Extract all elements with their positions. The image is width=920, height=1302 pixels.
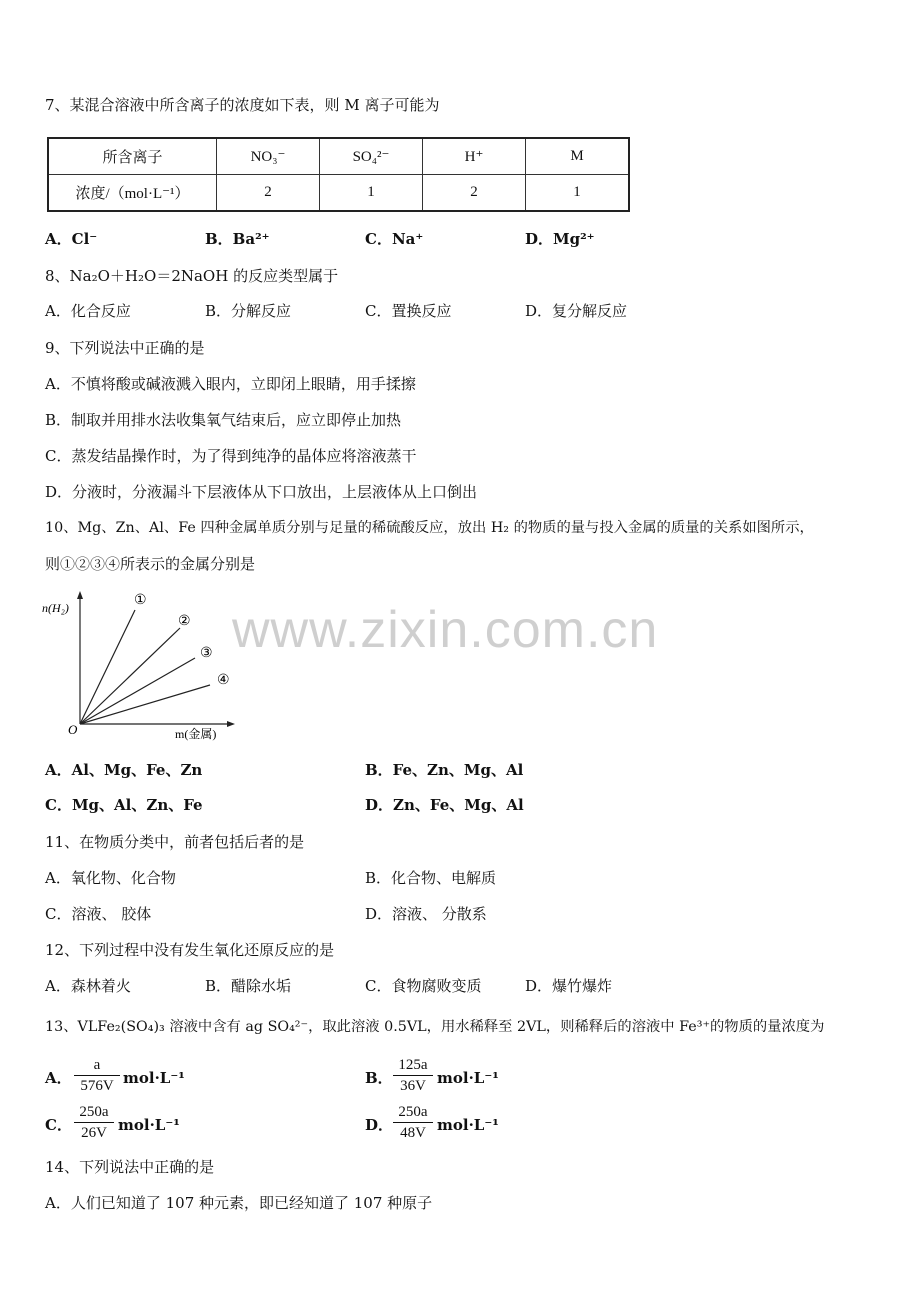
line-label-1: ① <box>134 592 147 608</box>
table-cell: NO₃⁻ <box>217 138 320 175</box>
q7-stem: 7、某混合溶液中所含离子的浓度如下表，则 M 离子可能为 <box>45 96 440 114</box>
numerator: a <box>74 1055 120 1076</box>
q7-option-d[interactable]: D．Mg²⁺ <box>525 230 595 248</box>
q7-option-c[interactable]: C．Na⁺ <box>365 230 424 248</box>
numerator: 250a <box>74 1102 114 1123</box>
q8-stem: 8、Na₂O＋H₂O＝2NaOH 的反应类型属于 <box>45 267 339 285</box>
q9-stem: 9、下列说法中正确的是 <box>45 339 205 357</box>
q13-option-d-letter[interactable]: D． <box>365 1116 394 1134</box>
q11-option-d[interactable]: D．溶液、 分散系 <box>365 905 487 923</box>
table-cell: 1 <box>320 175 423 212</box>
denominator: 576V <box>80 1078 114 1094</box>
q7-option-a[interactable]: A．Cl⁻ <box>45 230 98 248</box>
q10-option-b[interactable]: B．Fe、Zn、Mg、Al <box>365 761 524 779</box>
q13-stem: 13、VLFe₂(SO₄)₃ 溶液中含有 ag SO₄²⁻，取此溶液 0.5VL，用水稀释至 2VL，则稀释后的溶液中 Fe³⁺的物质的量浓度为 <box>45 1019 825 1035</box>
table-row-label: 浓度/（mol·L⁻¹） <box>48 175 217 212</box>
q13-option-b-unit: mol·L⁻¹ <box>437 1069 499 1087</box>
q14-stem: 14、下列说法中正确的是 <box>45 1158 215 1176</box>
ion-concentration-table <box>47 137 630 212</box>
table-cell: 2 <box>423 175 526 212</box>
table-cell: 1 <box>526 175 630 212</box>
q13-option-c-letter[interactable]: C． <box>45 1116 72 1134</box>
y-axis-label: n(H₂) <box>42 601 69 615</box>
q13-option-a-letter[interactable]: A． <box>45 1069 72 1087</box>
q12-option-b[interactable]: B．醋除水垢 <box>205 977 292 995</box>
q10-option-c[interactable]: C．Mg、Al、Zn、Fe <box>45 796 203 814</box>
q13-option-c-unit: mol·L⁻¹ <box>118 1116 180 1134</box>
origin-label: O <box>68 722 78 737</box>
q13-option-c-fraction <box>74 1102 114 1143</box>
q13-option-a-unit: mol·L⁻¹ <box>123 1069 185 1087</box>
q12-option-a[interactable]: A．森林着火 <box>45 977 131 995</box>
q9-option-c[interactable]: C．蒸发结晶操作时，为了得到纯净的晶体应将溶液蒸干 <box>45 447 417 465</box>
table-header-label: 所含离子 <box>48 138 217 175</box>
numerator: 250a <box>393 1102 433 1123</box>
q8-option-a[interactable]: A．化合反应 <box>45 302 131 320</box>
q14-option-a[interactable]: A．人们已知道了 107 种元素，即已经知道了 107 种原子 <box>45 1194 433 1212</box>
table-cell: M <box>526 138 630 175</box>
q13-option-b-letter[interactable]: B． <box>365 1069 393 1087</box>
q11-option-b[interactable]: B．化合物、电解质 <box>365 869 497 887</box>
q9-option-a[interactable]: A．不慎将酸或碱液溅入眼内，立即闭上眼睛，用手揉擦 <box>45 375 416 393</box>
numerator: 125a <box>393 1055 433 1076</box>
q10-stem-line2: 则①②③④所表示的金属分别是 <box>45 555 256 573</box>
q11-option-c[interactable]: C．溶液、 胶体 <box>45 905 152 923</box>
denominator: 36V <box>400 1078 426 1094</box>
q13-option-a-fraction <box>74 1055 120 1096</box>
watermark: www.zixin.com.cn <box>232 601 659 659</box>
q10-stem-line1: 10、Mg、Zn、Al、Fe 四种金属单质分别与足量的稀硫酸反应，放出 H₂ 的物质的量与投入金属的质量的关系如图所示， <box>45 520 814 536</box>
q11-option-a[interactable]: A．氧化物、化合物 <box>45 869 176 887</box>
n-h2-vs-mass-graph <box>40 588 250 748</box>
q12-stem: 12、下列过程中没有发生氧化还原反应的是 <box>45 941 335 959</box>
table-row <box>48 138 629 175</box>
q11-stem: 11、在物质分类中，前者包括后者的是 <box>45 833 305 851</box>
table-cell: 2 <box>217 175 320 212</box>
q8-option-c[interactable]: C．置换反应 <box>365 302 452 320</box>
table-cell: SO₄²⁻ <box>320 138 423 175</box>
line-label-3: ③ <box>200 645 213 661</box>
q8-option-b[interactable]: B．分解反应 <box>205 302 292 320</box>
q10-option-a[interactable]: A．Al、Mg、Fe、Zn <box>45 761 203 779</box>
q8-option-d[interactable]: D．复分解反应 <box>525 302 628 320</box>
q13-option-d-fraction <box>393 1102 433 1143</box>
q12-option-d[interactable]: D．爆竹爆炸 <box>525 977 613 995</box>
q13-option-b-fraction <box>393 1055 433 1096</box>
table-cell: H⁺ <box>423 138 526 175</box>
q7-option-b[interactable]: B．Ba²⁺ <box>205 230 270 248</box>
q13-option-d-unit: mol·L⁻¹ <box>437 1116 499 1134</box>
q10-option-d[interactable]: D．Zn、Fe、Mg、Al <box>365 796 524 814</box>
x-axis-label: m(金属) <box>175 727 217 741</box>
denominator: 48V <box>400 1125 426 1141</box>
line-label-2: ② <box>178 613 191 629</box>
table-row <box>48 175 629 212</box>
denominator: 26V <box>81 1125 107 1141</box>
q9-option-b[interactable]: B．制取并用排水法收集氧气结束后，应立即停止加热 <box>45 411 402 429</box>
q12-option-c[interactable]: C．食物腐败变质 <box>365 977 482 995</box>
q9-option-d[interactable]: D．分液时，分液漏斗下层液体从下口放出，上层液体从上口倒出 <box>45 483 478 501</box>
line-label-4: ④ <box>217 672 230 688</box>
